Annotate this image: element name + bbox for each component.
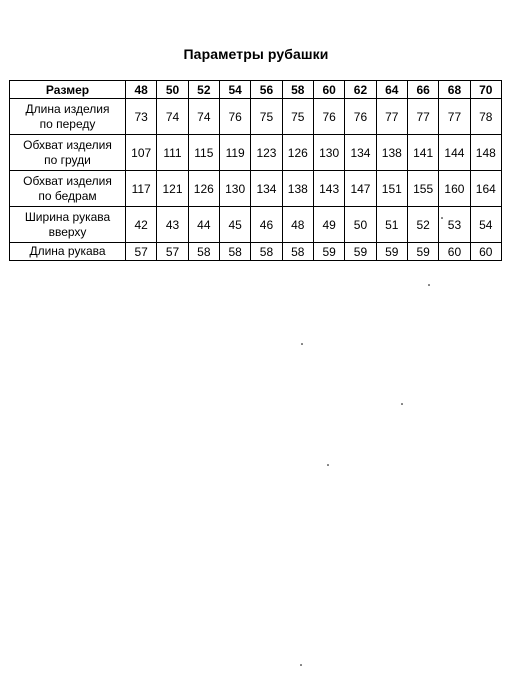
table-cell: 52 <box>407 207 438 243</box>
table-cell: 111 <box>157 135 188 171</box>
row-label <box>10 99 126 135</box>
table-cell: 160 <box>439 171 470 207</box>
table-cell: 107 <box>126 135 157 171</box>
table-cell: 147 <box>345 171 376 207</box>
table-cell: 76 <box>313 99 344 135</box>
table-row <box>10 207 502 243</box>
table-cell: 77 <box>407 99 438 135</box>
row-label-line: Длина изделия <box>25 101 110 116</box>
table-header-row <box>10 81 502 99</box>
table-cell: 54 <box>470 207 501 243</box>
header-size-60: 60 <box>313 81 344 99</box>
table-cell: 119 <box>219 135 250 171</box>
table-cell: 49 <box>313 207 344 243</box>
table-cell: 134 <box>251 171 282 207</box>
table-cell: 130 <box>219 171 250 207</box>
row-label-line: по груди <box>44 152 91 167</box>
table-cell: 57 <box>157 243 188 261</box>
row-label-line: по переду <box>39 116 96 131</box>
table-cell: 143 <box>313 171 344 207</box>
header-size-48: 48 <box>126 81 157 99</box>
table-cell: 74 <box>188 99 219 135</box>
table-cell: 74 <box>157 99 188 135</box>
row-label <box>10 243 126 261</box>
header-size-66: 66 <box>407 81 438 99</box>
table-row <box>10 171 502 207</box>
scan-speck <box>301 343 303 345</box>
table-cell: 58 <box>282 243 313 261</box>
scan-speck <box>441 217 443 219</box>
table-row <box>10 99 502 135</box>
table-cell: 53 <box>439 207 470 243</box>
row-label-line: Длина рукава <box>29 244 106 258</box>
scan-speck <box>327 464 329 466</box>
scan-speck <box>428 284 430 286</box>
table-cell: 138 <box>282 171 313 207</box>
table-cell: 57 <box>126 243 157 261</box>
header-label: Размер <box>10 81 126 99</box>
table-cell: 155 <box>407 171 438 207</box>
table-cell: 78 <box>470 99 501 135</box>
table-cell: 75 <box>282 99 313 135</box>
table-cell: 76 <box>219 99 250 135</box>
row-label <box>10 207 126 243</box>
table-cell: 48 <box>282 207 313 243</box>
table-cell: 58 <box>251 243 282 261</box>
table-cell: 134 <box>345 135 376 171</box>
row-label <box>10 135 126 171</box>
table-cell: 126 <box>282 135 313 171</box>
table-cell: 151 <box>376 171 407 207</box>
table-cell: 164 <box>470 171 501 207</box>
table-cell: 59 <box>313 243 344 261</box>
table-cell: 117 <box>126 171 157 207</box>
table-cell: 58 <box>219 243 250 261</box>
row-label-line: Обхват изделия <box>23 173 112 188</box>
row-label-line: вверху <box>48 224 87 239</box>
table-cell: 130 <box>313 135 344 171</box>
header-size-68: 68 <box>439 81 470 99</box>
table-cell: 60 <box>439 243 470 261</box>
table-cell: 59 <box>345 243 376 261</box>
table-row <box>10 243 502 261</box>
row-label-line: по бедрам <box>38 188 97 203</box>
table-cell: 75 <box>251 99 282 135</box>
table-cell: 44 <box>188 207 219 243</box>
header-size-56: 56 <box>251 81 282 99</box>
table-cell: 58 <box>188 243 219 261</box>
table-cell: 77 <box>439 99 470 135</box>
table-cell: 50 <box>345 207 376 243</box>
header-size-50: 50 <box>157 81 188 99</box>
table-cell: 59 <box>407 243 438 261</box>
table-cell: 76 <box>345 99 376 135</box>
header-size-70: 70 <box>470 81 501 99</box>
table-cell: 141 <box>407 135 438 171</box>
table-cell: 51 <box>376 207 407 243</box>
header-size-64: 64 <box>376 81 407 99</box>
scan-speck <box>401 403 403 405</box>
header-size-52: 52 <box>188 81 219 99</box>
scan-speck <box>300 664 302 666</box>
table-cell: 60 <box>470 243 501 261</box>
table-row <box>10 135 502 171</box>
table-cell: 42 <box>126 207 157 243</box>
row-label-line: Обхват изделия <box>23 137 112 152</box>
table-cell: 148 <box>470 135 501 171</box>
table-cell: 73 <box>126 99 157 135</box>
header-size-54: 54 <box>219 81 250 99</box>
header-size-62: 62 <box>345 81 376 99</box>
page-title: Параметры рубашки <box>183 46 329 62</box>
header-size-58: 58 <box>282 81 313 99</box>
table-cell: 45 <box>219 207 250 243</box>
table-cell: 59 <box>376 243 407 261</box>
table-cell: 123 <box>251 135 282 171</box>
table-cell: 46 <box>251 207 282 243</box>
table-cell: 121 <box>157 171 188 207</box>
table-cell: 138 <box>376 135 407 171</box>
table-cell: 115 <box>188 135 219 171</box>
row-label-line: Ширина рукава <box>24 209 111 224</box>
table-cell: 77 <box>376 99 407 135</box>
table-cell: 126 <box>188 171 219 207</box>
table-cell: 43 <box>157 207 188 243</box>
row-label <box>10 171 126 207</box>
table-cell: 144 <box>439 135 470 171</box>
size-table <box>9 80 502 261</box>
